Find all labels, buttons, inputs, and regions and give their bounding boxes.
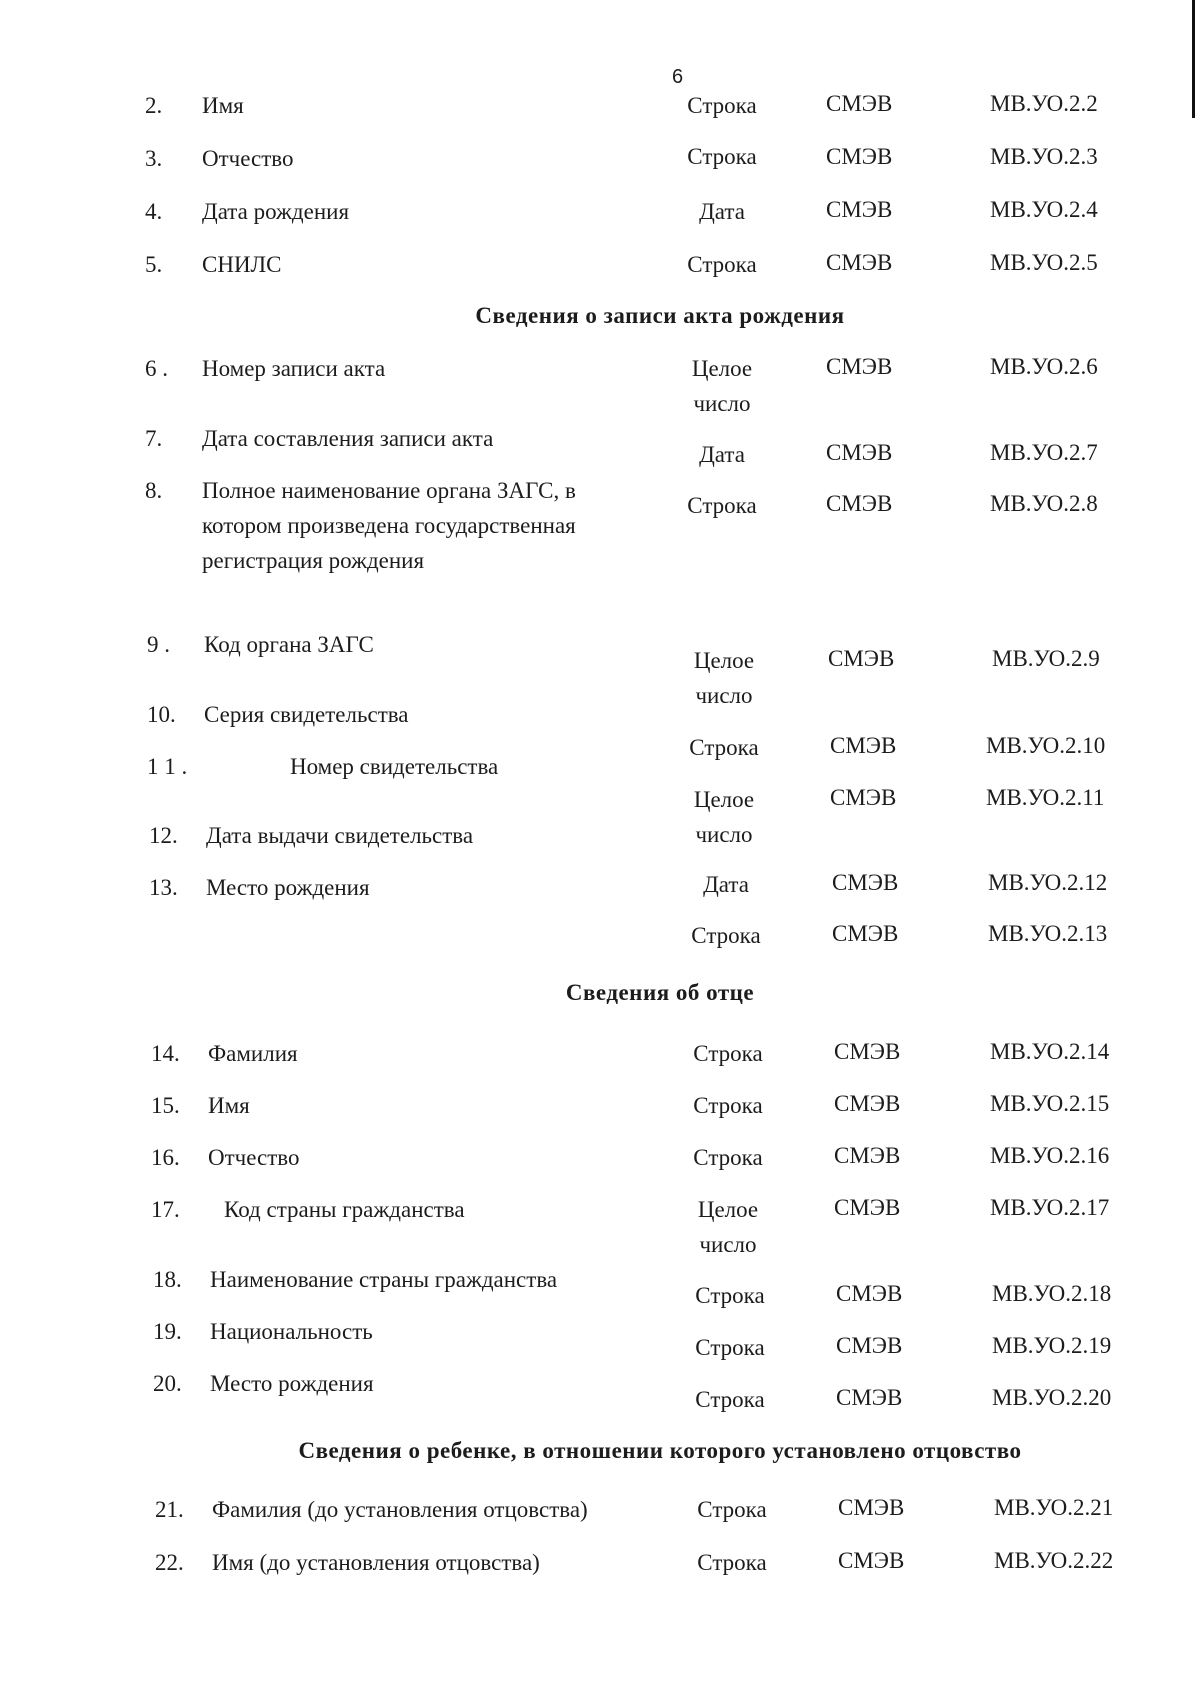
row-source: СМЭВ — [826, 197, 893, 222]
row-number: 2. — [145, 93, 163, 118]
row-code: МВ.УО.2.10 — [986, 733, 1106, 758]
row-field-name: Код страны гражданства — [224, 1197, 465, 1222]
row-code: МВ.УО.2.7 — [990, 440, 1098, 465]
row-code: МВ.УО.2.3 — [990, 144, 1098, 169]
section-heading-father: Сведения об отце — [565, 980, 755, 1005]
row-data-type: Строка — [695, 1335, 765, 1360]
row-code: МВ.УО.2.15 — [990, 1091, 1110, 1116]
row-code: МВ.УО.2.14 — [990, 1039, 1110, 1064]
row-code: МВ.УО.2.11 — [986, 785, 1105, 810]
row-number: 8. — [145, 478, 163, 503]
row-data-type: Строка — [695, 1387, 765, 1412]
row-number: 13. — [149, 875, 178, 900]
row-source: СМЭВ — [826, 354, 893, 379]
row-data-type: Целое число — [693, 787, 755, 847]
row-number: 10. — [147, 702, 176, 727]
row-source: СМЭВ — [826, 440, 893, 465]
row-data-type: Строка — [693, 1093, 763, 1118]
row-code: МВ.УО.2.22 — [994, 1548, 1114, 1573]
row-code: МВ.УО.2.12 — [988, 870, 1108, 895]
row-data-type: Целое число — [693, 648, 755, 708]
row-code: МВ.УО.2.16 — [990, 1143, 1110, 1168]
row-code: МВ.УО.2.9 — [992, 646, 1100, 671]
row-code: МВ.УО.2.2 — [990, 91, 1098, 116]
row-field-name: Номер записи акта — [202, 356, 386, 381]
row-code: МВ.УО.2.4 — [990, 197, 1098, 222]
row-source: СМЭВ — [826, 144, 893, 169]
row-field-name: Дата составления записи акта — [202, 426, 494, 451]
row-number: 4. — [145, 199, 163, 224]
row-source: СМЭВ — [832, 921, 899, 946]
row-data-type: Дата — [703, 872, 749, 897]
row-field-name: Серия свидетельства — [204, 702, 409, 727]
row-field-name: Наименование страны гражданства — [210, 1267, 558, 1292]
row-field-name: Отчество — [208, 1145, 300, 1170]
row-code: МВ.УО.2.20 — [992, 1385, 1112, 1410]
row-field-name: Дата рождения — [202, 199, 350, 224]
row-number: 7. — [145, 426, 163, 451]
row-number: 14. — [151, 1041, 180, 1066]
row-number: 1 1 . — [147, 754, 188, 779]
row-data-type: Целое число — [691, 356, 753, 416]
row-field-name: Номер свидетельства — [290, 754, 499, 779]
row-number: 12. — [149, 823, 178, 848]
row-data-type: Дата — [699, 199, 745, 224]
row-data-type: Строка — [697, 1497, 767, 1522]
row-data-type: Строка — [687, 144, 757, 169]
row-number: 21. — [155, 1497, 184, 1522]
row-number: 5. — [145, 252, 163, 277]
row-code: МВ.УО.2.13 — [988, 921, 1108, 946]
row-source: СМЭВ — [834, 1143, 901, 1168]
section-heading-birth-record: Сведения о записи акта рождения — [475, 303, 845, 328]
row-source: СМЭВ — [836, 1385, 903, 1410]
row-data-type: Строка — [697, 1550, 767, 1575]
row-data-type: Строка — [687, 93, 757, 118]
row-source: СМЭВ — [836, 1281, 903, 1306]
row-field-name: Код органа ЗАГС — [204, 632, 374, 657]
row-number: 9 . — [147, 632, 170, 657]
row-number: 3. — [145, 146, 163, 171]
row-code: МВ.УО.2.17 — [990, 1195, 1110, 1220]
row-field-name: Отчество — [202, 146, 294, 171]
row-field-name: Фамилия (до установления отцовства) — [212, 1497, 588, 1522]
row-field-name: Национальность — [210, 1319, 373, 1344]
row-source: СМЭВ — [832, 870, 899, 895]
row-number: 22. — [155, 1550, 184, 1575]
row-data-type: Строка — [693, 1041, 763, 1066]
row-source: СМЭВ — [834, 1195, 901, 1220]
row-data-type: Целое число — [697, 1197, 759, 1257]
row-number: 20. — [153, 1371, 182, 1396]
section-heading-child: Сведения о ребенке, в отношении которого установлено отцовство — [298, 1438, 1022, 1463]
row-source: СМЭВ — [826, 491, 893, 516]
row-data-type: Строка — [693, 1145, 763, 1170]
row-number: 19. — [153, 1319, 182, 1344]
row-source: СМЭВ — [834, 1039, 901, 1064]
row-number: 18. — [153, 1267, 182, 1292]
row-code: МВ.УО.2.8 — [990, 491, 1098, 516]
row-code: МВ.УО.2.18 — [992, 1281, 1112, 1306]
row-source: СМЭВ — [838, 1495, 905, 1520]
row-code: МВ.УО.2.21 — [994, 1495, 1114, 1520]
row-data-type: Дата — [699, 442, 745, 467]
row-source: СМЭВ — [838, 1548, 905, 1573]
row-code: МВ.УО.2.5 — [990, 250, 1098, 275]
row-field-name: Имя — [208, 1093, 250, 1118]
row-data-type: Строка — [687, 252, 757, 277]
row-source: СМЭВ — [828, 646, 895, 671]
row-source: СМЭВ — [834, 1091, 901, 1116]
row-field-name: СНИЛС — [202, 252, 282, 277]
scan-edge-line — [1192, 0, 1195, 118]
row-source: СМЭВ — [826, 91, 893, 116]
row-field-name: Фамилия — [208, 1041, 298, 1066]
row-source: СМЭВ — [830, 785, 897, 810]
row-number: 17. — [151, 1197, 180, 1222]
row-code: МВ.УО.2.19 — [992, 1333, 1112, 1358]
row-code: МВ.УО.2.6 — [990, 354, 1098, 379]
page-number: 6 — [672, 66, 684, 88]
row-source: СМЭВ — [830, 733, 897, 758]
row-field-name: Имя — [202, 93, 244, 118]
row-data-type: Строка — [689, 735, 759, 760]
row-data-type: Строка — [691, 923, 761, 948]
row-number: 16. — [151, 1145, 180, 1170]
row-field-name: Место рождения — [210, 1371, 374, 1396]
row-field-name: Дата выдачи свидетельства — [206, 823, 474, 848]
row-number: 15. — [151, 1093, 180, 1118]
row-source: СМЭВ — [836, 1333, 903, 1358]
row-field-name: Место рождения — [206, 875, 370, 900]
row-data-type: Строка — [687, 493, 757, 518]
row-source: СМЭВ — [826, 250, 893, 275]
row-data-type: Строка — [695, 1283, 765, 1308]
row-field-name: Имя (до установления отцовства) — [212, 1550, 540, 1575]
row-field-name: Полное наименование органа ЗАГС, в котором произведена государственная регистрация рождения — [202, 478, 576, 573]
row-number: 6 . — [145, 356, 168, 381]
